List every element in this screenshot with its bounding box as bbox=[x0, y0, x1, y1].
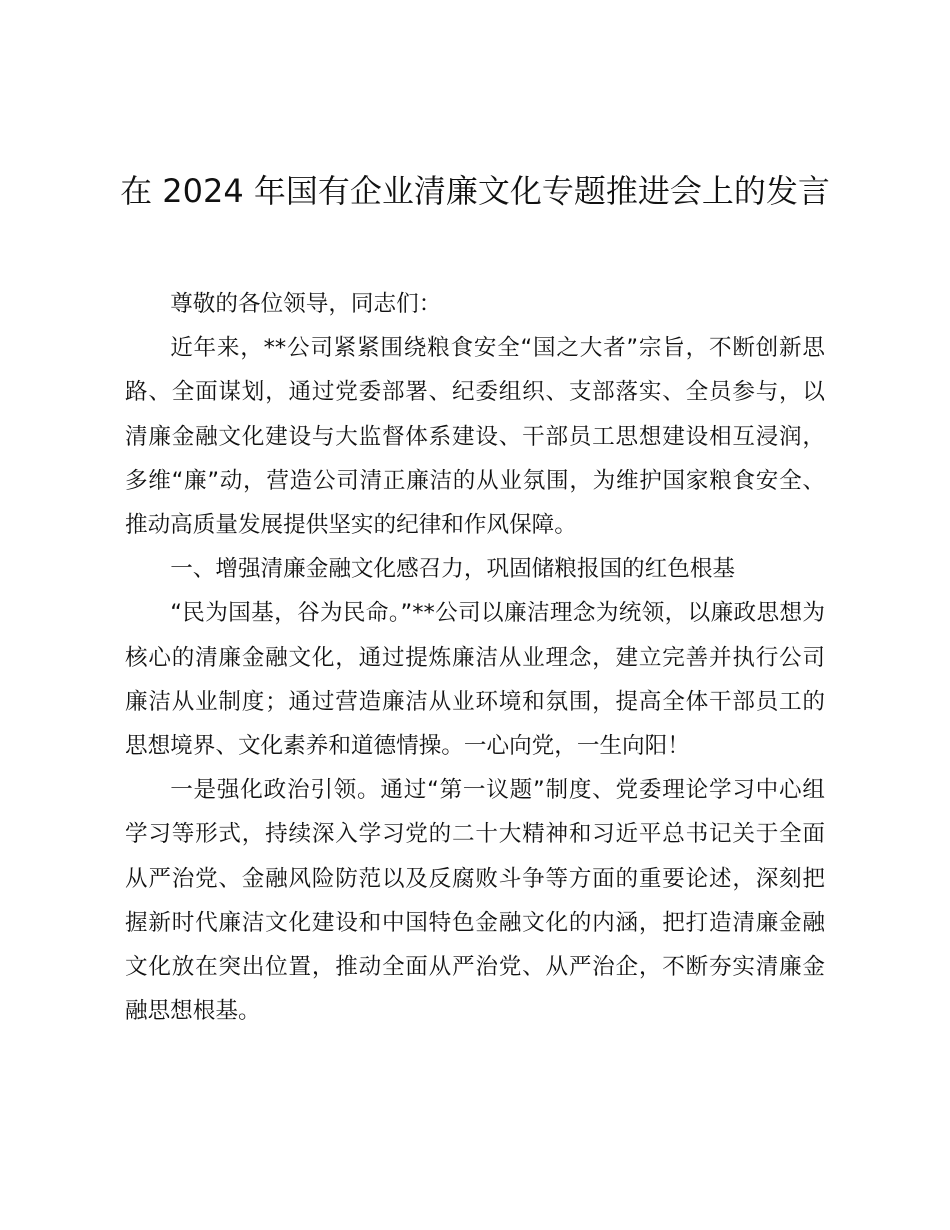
document-body bbox=[125, 282, 825, 1033]
section-heading: 一、增强清廉金融文化感召力，巩固储粮报国的红色根基 bbox=[170, 556, 736, 583]
intro-paragraph: 近年来，**公司紧紧围绕粮食安全“国之大者”宗旨，不断创新思路、全面谋划，通过党委部署、纪委组织、支部落实、全员参与，以清廉金融文化建设与大监督体系建设、干部员工思想建设相互浸润，多维“廉”动，营造公司清正廉洁的从业氛围，为维护国家粮食安全、推动高质量发展提供坚实的纪律和作风保障。 bbox=[125, 335, 825, 539]
point-paragraph: 一是强化政治引领。通过“第一议题”制度、党委理论学习中心组学习等形式，持续深入学习党的二十大精神和习近平总书记关于全面从严治党、金融风险防范以及反腐败斗争等方面的重要论述，深刻把握新时代廉洁文化建设和中国特色金融文化的内涵，把打造清廉金融文化放在突出位置，推动全面从严治党、从严治企，不断夯实清廉金融思想根基。 bbox=[125, 777, 825, 1025]
section-paragraph: “民为国基，谷为民命。”**公司以廉洁理念为统领，以廉政思想为核心的清廉金融文化，通过提炼廉洁从业理念，建立完善并执行公司廉洁从业制度；通过营造廉洁从业环境和氛围，提高全体干部员工的思想境界、文化素养和道德情操。一心向党，一生向阳！ bbox=[125, 600, 825, 760]
greeting-paragraph: 尊敬的各位领导，同志们： bbox=[170, 291, 442, 317]
document-title: 在 2024 年国有企业清廉文化专题推进会上的发言 bbox=[120, 172, 830, 210]
